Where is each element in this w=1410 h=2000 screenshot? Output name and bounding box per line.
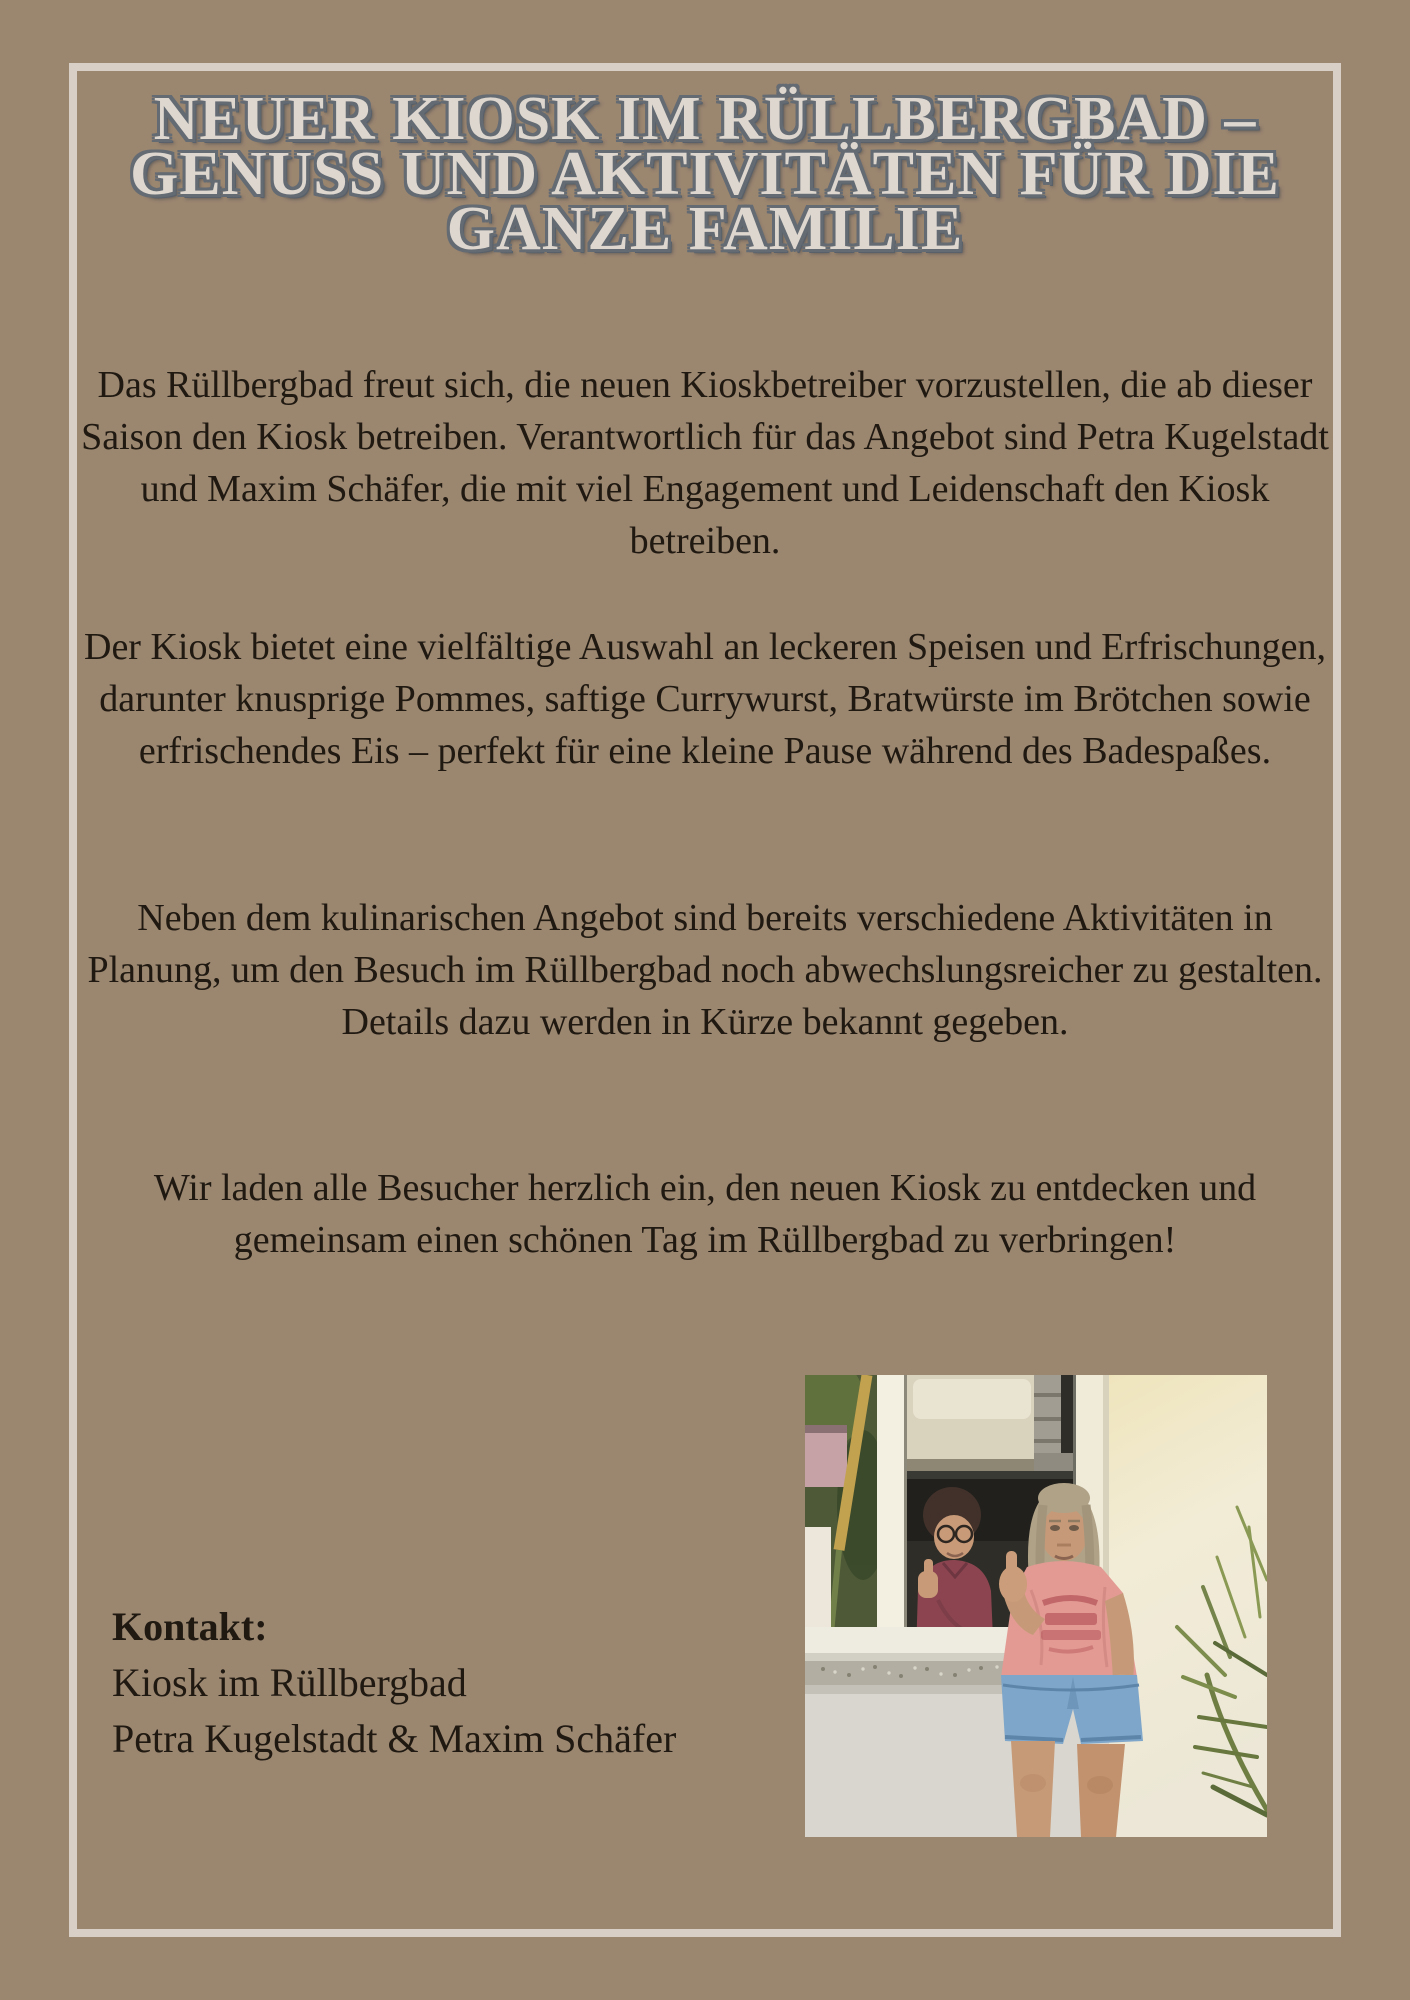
page-title [77, 85, 1333, 263]
contact-kiosk-name: Kiosk im Rüllbergbad [112, 1660, 467, 1705]
contact-label: Kontakt: [112, 1604, 268, 1649]
body-paragraph-intro: Das Rüllbergbad freut sich, die neuen Kioskbetreiber vorzustellen, die ab dieser Saison den Kiosk betreiben. Verantwortlich für das Angebot sind Petra Kugelstadt und Maxim Schäfer, die mit viel Engagement und Leidenschaft den Kiosk betreiben. [81, 364, 1329, 562]
body-paragraph-offer: Der Kiosk bietet eine vielfältige Auswahl an leckeren Speisen und Erfrischungen, darunter knusprige Pommes, saftige Currywurst, Bratwürste im Brötchen sowie erfrischendes Eis – perfekt für eine kleine Pause während des Badespaßes. [84, 626, 1326, 772]
title-line-2: GENUSS UND AKTIVITÄTEN FÜR DIE [130, 140, 1280, 208]
title-line-3: GANZE FAMILIE [446, 195, 964, 263]
contact-operators: Petra Kugelstadt & Maxim Schäfer [112, 1716, 677, 1761]
body-paragraph-activities: Neben dem kulinarischen Angebot sind bereits verschiedene Aktivitäten in Planung, um den Besuch im Rüllbergbad noch abwechslungsreicher zu gestalten. Details dazu werden in Kürze bekannt gegeben. [87, 897, 1323, 1043]
kiosk-photo [805, 1375, 1267, 1837]
contact-block [112, 1599, 676, 1767]
title-line-1: NEUER KIOSK IM RÜLLBERGBAD – [153, 85, 1257, 153]
body-paragraph-invitation: Wir laden alle Besucher herzlich ein, den neuen Kiosk zu entdecken und gemeinsam einen schönen Tag im Rüllbergbad zu verbringen! [153, 1167, 1257, 1261]
